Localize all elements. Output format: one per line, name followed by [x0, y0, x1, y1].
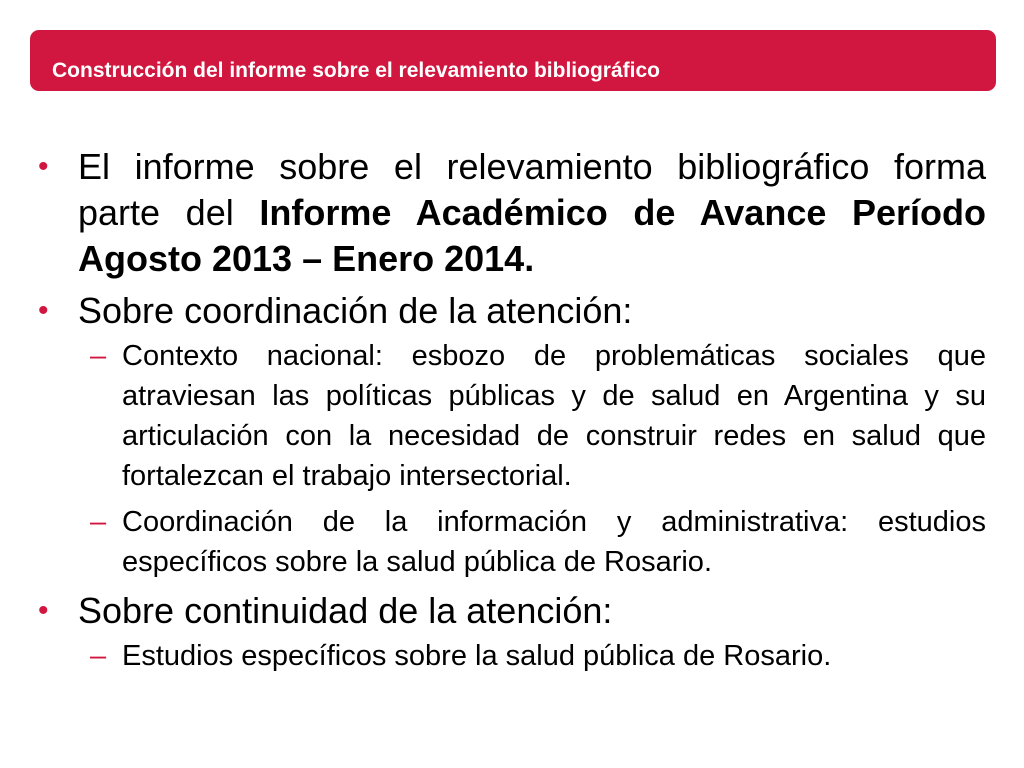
- bullet-icon: •: [38, 594, 49, 627]
- slide-title: Construcción del informe sobre el relevamiento bibliográfico: [52, 59, 660, 82]
- bullet-text: El informe sobre el relevamiento bibliográfico forma parte del: [78, 146, 986, 233]
- sub-item-text: Coordinación de la información y administrativa: estudios específicos sobre la salud pública de Rosario.: [122, 506, 986, 578]
- bullet-item-coordinacion: [38, 288, 986, 334]
- bullet-text: Sobre continuidad de la atención:: [78, 590, 613, 631]
- bullet-text: Sobre coordinación de la atención:: [78, 290, 633, 331]
- dash-icon: –: [90, 340, 107, 372]
- bullet-item-informe: [38, 144, 986, 282]
- slide-body: [38, 144, 986, 676]
- dash-icon: –: [90, 640, 107, 672]
- bullet-item-continuidad: [38, 588, 986, 634]
- bullet-icon: •: [38, 150, 49, 183]
- sub-item-contexto: [38, 336, 986, 496]
- sub-item-estudios: [38, 636, 986, 676]
- bullet-icon: •: [38, 294, 49, 327]
- dash-icon: –: [90, 506, 107, 538]
- sub-item-text: Estudios específicos sobre la salud pública de Rosario.: [122, 640, 832, 672]
- sub-item-coordinacion-info: [38, 502, 986, 582]
- bullet-bold-text: Informe Académico de Avance Período Agosto 2013 – Enero 2014.: [78, 192, 986, 279]
- sub-item-text: Contexto nacional: esbozo de problemáticas sociales que atraviesan las políticas públicas y de salud en Argentina y su articulación con la necesidad de construir redes en salud que fortalezcan el trabajo intersectorial.: [122, 340, 986, 492]
